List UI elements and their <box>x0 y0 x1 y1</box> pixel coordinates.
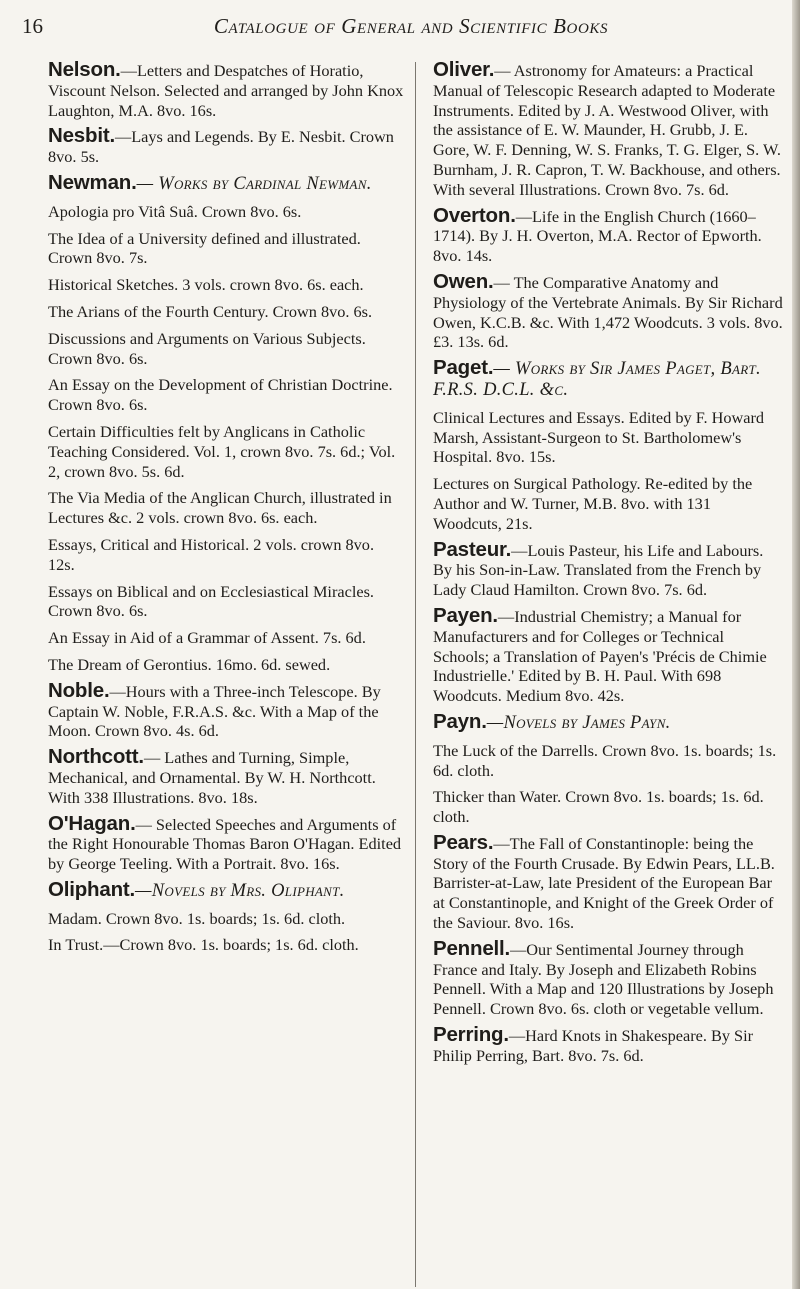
author-name: O'Hagan. <box>48 811 136 835</box>
catalogue-entry <box>48 201 404 222</box>
author-name: Pasteur. <box>433 537 512 561</box>
catalogue-entry <box>48 170 404 195</box>
entry-text: Thicker than Water. Crown 8vo. 1s. boards; 1s. 6d. cloth. <box>433 787 764 827</box>
entry-text: —Letters and Despatches of Horatio, Viscount Nelson. Selected and arranged by John Knox Laughton, M.A. 8vo. 16s. <box>48 61 404 120</box>
entry-text: Essays, Critical and Historical. 2 vols. crown 8vo. 12s. <box>48 534 375 574</box>
catalogue-entry <box>433 60 783 200</box>
entry-text: Lectures on Surgical Pathology. Re-edited by the Author and W. Turner, M.B. 8vo. with 131 Woodcuts, 21s. <box>433 474 753 533</box>
page-number: 16 <box>22 14 43 38</box>
catalogue-entry <box>433 1025 783 1066</box>
catalogue-entry <box>48 421 404 481</box>
entry-text: — Lathes and Turning, Simple, Mechanical, and Ornamental. By W. H. Northcott. With 338 Illustrations. 8vo. 18s. <box>48 748 376 807</box>
entry-text: Essays on Biblical and on Ecclesiastical Miracles. Crown 8vo. 6s. <box>48 581 374 621</box>
catalogue-entry <box>48 811 404 874</box>
entry-text: —Novels by James Payn. <box>486 712 671 733</box>
entry-text: —Hours with a Three-inch Telescope. By Captain W. Noble, F.R.A.S. &c. With a Map of the Moon. Crown 8vo. 4s. 6d. <box>48 681 381 741</box>
author-name: Payn. <box>433 709 487 733</box>
catalogue-entry <box>48 328 404 369</box>
entry-text: — Astronomy for Amateurs: a Practical Manual of Telescopic Research adapted to Moderate Instruments. Edited by J. A. Westwood Oliver, with the assistance of E. W. Maunder, H. Grubb, J. E. Gore, W. F. Denning, W. S. Franks, T. G. Elger, S. W. Burnham, J. R. Capron, T. W. Backhouse, and others. With several Illustrations. Crown 8vo. 7s. 6d. <box>433 61 781 199</box>
page-edge <box>792 0 800 1289</box>
entry-text: An Essay in Aid of a Grammar of Assent. 7s. 6d. <box>48 628 366 648</box>
entry-text: —Our Sentimental Journey through France and Italy. By Joseph and Elizabeth Robins Pennell. With a Map and 120 Illustrations by Joseph Pennell. Crown 8vo. 6s. cloth or vegetable vellum. <box>433 939 774 1019</box>
catalogue-entry <box>48 126 404 167</box>
entry-text: Clinical Lectures and Essays. Edited by F. Howard Marsh, Assistant-Surgeon to St. Bartholomew's Hospital. 8vo. 15s. <box>433 407 765 467</box>
catalogue-entry <box>48 374 404 415</box>
catalogue-entry <box>433 740 783 781</box>
entry-text: The Idea of a University defined and illustrated. Crown 8vo. 7s. <box>48 228 361 268</box>
catalogue-entry <box>48 301 404 322</box>
entry-text: Madam. Crown 8vo. 1s. boards; 1s. 6d. cloth. <box>48 908 346 928</box>
entry-text: —Industrial Chemistry; a Manual for Manufacturers and for Colleges or Technical Schools; a Translation of Payen's 'Précis de Chimie Industrielle.' Edited by B. H. Paul. With 698 Woodcuts. Medium 8vo. 42s. <box>433 606 767 706</box>
catalogue-entry <box>433 830 783 933</box>
entry-text: — Works by Sir James Paget, Bart. F.R.S. D.C.L. &c. <box>433 359 761 400</box>
author-name: Oliphant. <box>48 877 136 901</box>
entry-text: —Lays and Legends. By E. Nesbit. Crown 8vo. 5s. <box>48 127 394 167</box>
author-name: Northcott. <box>48 745 144 769</box>
catalogue-entry <box>433 407 783 467</box>
author-name: Noble. <box>48 678 110 702</box>
catalogue-entry <box>48 627 404 648</box>
entry-text: —Life in the English Church (1660–1714). By J. H. Overton, M.A. Rector of Epworth. 8vo. 14s. <box>433 206 762 266</box>
entry-text: The Dream of Gerontius. 16mo. 6d. sewed. <box>48 654 331 674</box>
entry-text: —The Fall of Constantinople: being the Story of the Fourth Crusade. By Edwin Pears, LL.B. Barrister-at-Law, late President of the European Bar at Constantinople, and Knight of the Greek Order of the Saviour. 8vo. 16s. <box>433 833 775 933</box>
catalogue-entry <box>433 936 783 1019</box>
catalogue-entry <box>433 786 783 827</box>
entry-text: Historical Sketches. 3 vols. crown 8vo. 6s. each. <box>48 275 364 295</box>
author-name: Payen. <box>433 603 498 627</box>
entry-text: — Works by Cardinal Newman. <box>136 173 372 194</box>
catalogue-entry <box>48 534 404 575</box>
running-header <box>22 14 780 44</box>
catalogue-entry <box>433 203 783 266</box>
catalogue-entry <box>48 908 404 929</box>
catalogue-entry <box>48 747 404 807</box>
catalogue-entry <box>48 228 404 269</box>
catalogue-entry <box>433 269 783 352</box>
catalogue-entry <box>433 358 783 401</box>
author-name: Nelson. <box>48 58 121 81</box>
catalogue-entry <box>48 487 404 528</box>
catalogue-entry <box>48 581 404 622</box>
author-name: Oliver. <box>433 58 495 81</box>
entry-text: —Hard Knots in Shakespeare. By Sir Philip Perring, Bart. 8vo. 7s. 6d. <box>433 1026 754 1065</box>
entry-text: The Luck of the Darrells. Crown 8vo. 1s. boards; 1s. 6d. cloth. <box>433 740 777 780</box>
entry-text: The Via Media of the Anglican Church, illustrated in Lectures &c. 2 vols. crown 8vo. 6s. each. <box>48 488 392 528</box>
author-name: Newman. <box>48 170 137 194</box>
right-column <box>433 60 783 1072</box>
catalogue-entry <box>48 877 404 902</box>
catalogue-entry <box>433 709 783 734</box>
entry-text: Certain Difficulties felt by Anglicans in Catholic Teaching Considered. Vol. 1, crown 8vo. 7s. 6d.; Vol. 2, crown 8vo. 5s. 6d. <box>48 421 396 481</box>
author-name: Nesbit. <box>48 124 115 148</box>
entry-text: The Arians of the Fourth Century. Crown 8vo. 6s. <box>48 301 373 321</box>
catalogue-entry <box>48 678 404 741</box>
entry-text: An Essay on the Development of Christian Doctrine. Crown 8vo. 6s. <box>48 375 393 415</box>
entry-text: — The Comparative Anatomy and Physiology of the Vertebrate Animals. By Sir Richard Owen, K.C.B. &c. With 1,472 Woodcuts. 3 vols. 8vo. £3. 13s. 6d. <box>433 272 783 352</box>
left-column <box>48 60 404 961</box>
catalogue-entry <box>48 60 404 120</box>
entry-text: — Selected Speeches and Arguments of the Right Honourable Thomas Baron O'Hagan. Edited by George Teeling. With a Portrait. 8vo. 16s. <box>48 814 402 874</box>
author-name: Pears. <box>433 830 494 854</box>
author-name: Pennell. <box>433 936 511 960</box>
catalogue-entry <box>48 274 404 295</box>
catalogue-entry <box>433 537 783 600</box>
author-name: Overton. <box>433 203 516 227</box>
entry-text: —Louis Pasteur, his Life and Labours. By his Son-in-Law. Translated from the French by Lady Claud Hamilton. Crown 8vo. 7s. 6d. <box>433 540 764 600</box>
author-name: Perring. <box>433 1023 509 1047</box>
author-name: Paget. <box>433 356 494 380</box>
catalogue-entry <box>48 654 404 675</box>
running-title: Catalogue of General and Scientific Books <box>213 14 609 38</box>
catalogue-entry <box>433 603 783 706</box>
entry-text: In Trust.—Crown 8vo. 1s. boards; 1s. 6d. cloth. <box>48 935 359 955</box>
entry-text: Discussions and Arguments on Various Subjects. Crown 8vo. 6s. <box>48 328 366 368</box>
author-name: Owen. <box>433 269 494 293</box>
column-divider <box>415 62 416 1287</box>
catalogue-entry <box>48 934 404 955</box>
entry-text: Apologia pro Vitâ Suâ. Crown 8vo. 6s. <box>48 201 302 221</box>
entry-text: —Novels by Mrs. Oliphant. <box>135 880 345 901</box>
catalogue-entry <box>433 473 783 533</box>
